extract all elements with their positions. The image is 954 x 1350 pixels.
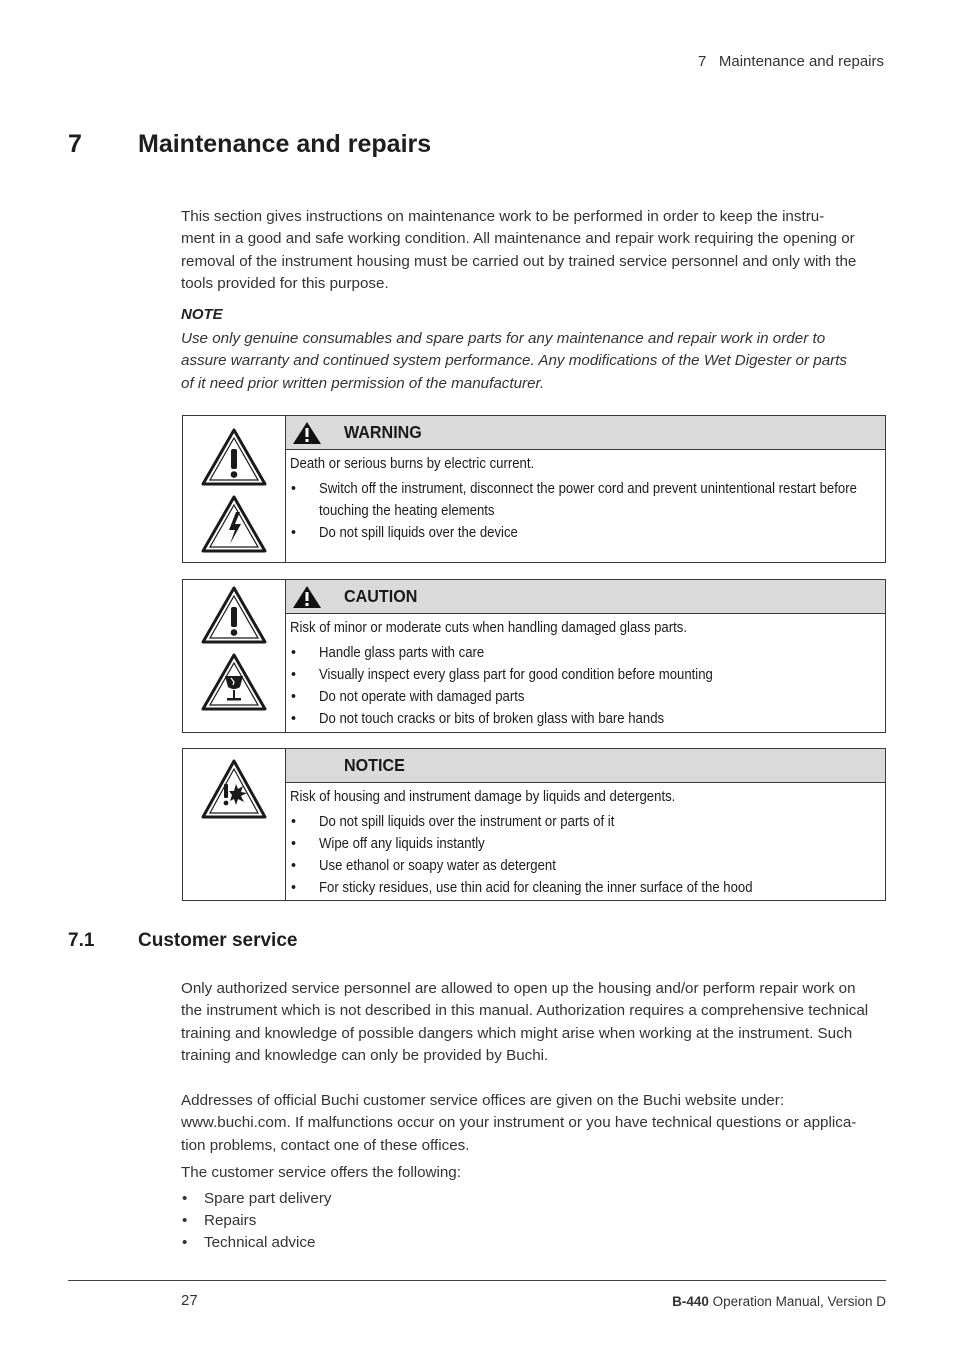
note-text — [181, 328, 887, 395]
caution-item — [290, 708, 877, 730]
footer-doc: Operation Manual, Version D — [708, 1294, 886, 1309]
list-item: • Spare part delivery — [181, 1188, 331, 1210]
caution-item-text: Do not operate with damaged parts — [319, 689, 525, 705]
notice-lead: Risk of housing and instrument damage by liquids and detergents. — [290, 789, 676, 805]
warning-item-text: Do not spill liquids over the device — [319, 525, 518, 541]
caution-header — [286, 580, 885, 614]
caution-item-text: Visually inspect every glass part for good condition before mounting — [319, 667, 713, 683]
caution-item-text: Do not touch cracks or bits of broken glass with bare hands — [319, 711, 665, 727]
warning-lead: Death or serious burns by electric current. — [290, 456, 535, 472]
warning-content — [290, 453, 877, 544]
paragraph-line: training and knowledge of possible dangers which might arise when working at the instrument. Such — [181, 1024, 853, 1042]
note-line: Use only genuine consumables and spare parts for any maintenance and repair work in order to — [181, 330, 826, 347]
instrument-damage-icon — [200, 758, 268, 820]
caution-item — [290, 642, 877, 664]
notice-icon-column — [183, 749, 286, 900]
footer-model: B-440 — [672, 1294, 709, 1309]
caution-box — [182, 579, 886, 733]
warning-item — [290, 478, 877, 522]
running-header: 7 Maintenance and repairs — [698, 53, 884, 70]
intro-paragraph — [181, 206, 887, 296]
footer-divider — [68, 1280, 886, 1281]
broken-glass-icon — [200, 652, 268, 712]
warning-item — [290, 522, 877, 544]
intro-line: tools provided for this purpose. — [181, 275, 389, 293]
paragraph-line: Only authorized service personnel are allowed to open up the housing and/or perform repair work on — [181, 980, 856, 997]
notice-item — [290, 855, 877, 877]
paragraph-line: Addresses of official Buchi customer service offices are given on the Buchi website under: — [181, 1092, 785, 1109]
notice-box — [182, 748, 886, 901]
caution-item-text: Handle glass parts with care — [319, 645, 485, 661]
warning-item-text: Switch off the instrument, disconnect the power cord and prevent unintentional restart before — [319, 481, 857, 497]
caution-lead: Risk of minor or moderate cuts when handling damaged glass parts. — [290, 620, 687, 636]
notice-item-text: Do not spill liquids over the instrument or parts of it — [319, 814, 615, 830]
warning-item-text-cont: touching the heating elements — [319, 503, 495, 519]
note-line: of it need prior written permission of the manufacturer. — [181, 374, 545, 392]
service-offer-intro: The customer service offers the following: — [181, 1164, 461, 1181]
paragraph-line: training and knowledge can only be provided by Buchi. — [181, 1047, 549, 1065]
notice-item-text: For sticky residues, use thin acid for cleaning the inner surface of the hood — [319, 880, 753, 896]
caution-item — [290, 686, 877, 708]
section-number: 7.1 — [68, 930, 95, 951]
intro-line: ment in a good and safe working condition. All maintenance and repair work requiring the opening or — [181, 230, 855, 248]
caution-item — [290, 664, 877, 686]
notice-item — [290, 811, 877, 833]
general-warning-icon — [200, 585, 268, 645]
footer-document-title — [672, 1294, 886, 1309]
paragraph-line: www.buchi.com. If malfunctions occur on your instrument or you have technical questions or applica- — [181, 1114, 857, 1132]
warning-header — [286, 416, 885, 450]
notice-content — [290, 786, 877, 899]
notice-item — [290, 833, 877, 855]
note-title: NOTE — [181, 306, 223, 323]
notice-item-text: Use ethanol or soapy water as detergent — [319, 858, 556, 874]
warning-triangle-icon — [292, 421, 322, 445]
chapter-heading — [68, 130, 431, 159]
caution-content — [290, 617, 877, 730]
paragraph-line: the instrument which is not described in this manual. Authorization requires a comprehensive technical — [181, 1002, 869, 1020]
service-paragraph-2 — [181, 1090, 887, 1157]
section-title: Customer service — [138, 930, 298, 951]
warning-box — [182, 415, 886, 563]
caution-triangle-icon — [292, 585, 322, 609]
service-offer-list — [181, 1188, 331, 1254]
notice-item-text: Wipe off any liquids instantly — [319, 836, 485, 852]
intro-line: removal of the instrument housing must be carried out by trained service personnel and only with the — [181, 252, 857, 270]
list-item: • Repairs — [181, 1210, 331, 1232]
note-line: assure warranty and continued system performance. Any modifications of the Wet Digester or parts — [181, 352, 848, 370]
warning-icon-column — [183, 416, 286, 562]
notice-header — [286, 749, 885, 783]
caution-icon-column — [183, 580, 286, 732]
chapter-number: 7 — [68, 130, 82, 158]
electric-shock-icon — [200, 494, 268, 554]
notice-item — [290, 877, 877, 899]
page-number: 27 — [181, 1292, 198, 1309]
caution-label: CAUTION — [344, 586, 418, 606]
chapter-title: Maintenance and repairs — [138, 130, 432, 158]
section-heading — [68, 930, 297, 952]
intro-line: This section gives instructions on maintenance work to be performed in order to keep the instru- — [181, 208, 825, 225]
list-item: • Technical advice — [181, 1232, 331, 1254]
notice-label: NOTICE — [344, 755, 405, 775]
paragraph-line: tion problems, contact one of these offices. — [181, 1136, 470, 1154]
warning-label: WARNING — [344, 422, 422, 442]
service-paragraph-1 — [181, 978, 887, 1068]
general-warning-icon — [200, 427, 268, 487]
